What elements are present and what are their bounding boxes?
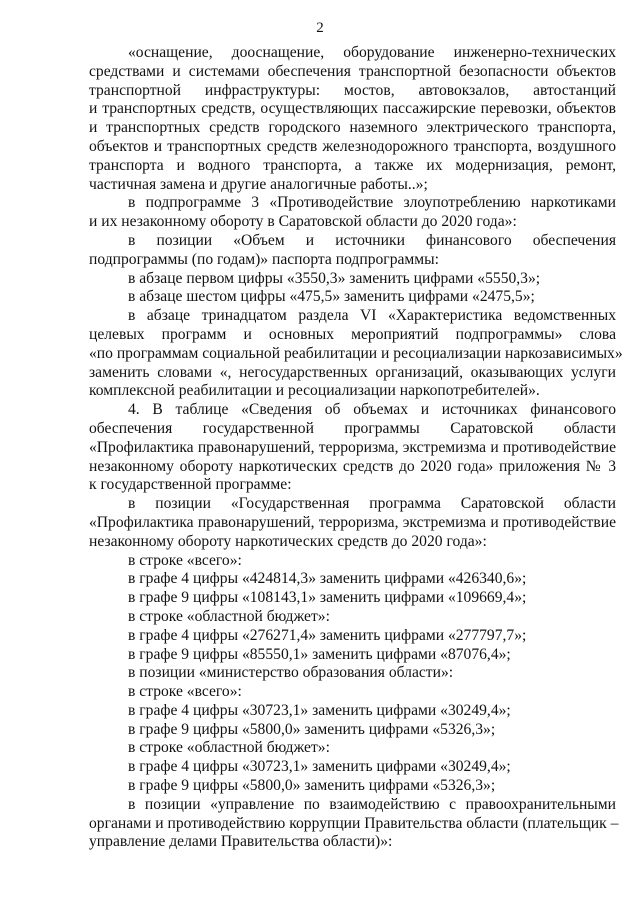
text-line: в абзаце первом цифры «3550,3» заменить цифрами «5550,3»;: [128, 269, 541, 287]
text-line: в графе 4 цифры «30723,1» заменить цифрами «30249,4»;: [128, 701, 511, 719]
text-line: целевых программ и основных мероприятий подпрограммы» слова: [89, 325, 616, 343]
text-line: объектов и транспортных средств железнодорожного транспорта, воздушного: [89, 137, 616, 155]
text-line: в позиции «управление по взаимодействию с правоохранительными: [128, 795, 616, 813]
text-line: транспортной инфраструктуры: мостов, автовокзалов, автостанций: [89, 81, 616, 99]
text-line: комплексной реабилитации и ресоциализации наркопотребителей».: [89, 382, 540, 400]
document-body: [89, 44, 623, 852]
text-line: обеспечения государственной программы Саратовской области: [89, 419, 616, 437]
text-line: в графе 4 цифры «424814,3» заменить цифрами «426340,6»;: [128, 570, 527, 588]
text-line: в графе 4 цифры «276271,4» заменить цифрами «277797,7»;: [128, 626, 527, 644]
text-line: в позиции «министерство образования области»:: [128, 664, 454, 682]
text-line: в подпрограмме 3 «Противодействие злоупотреблению наркотиками: [128, 194, 616, 212]
text-line: частичная замена и другие аналогичные работы..»;: [89, 175, 428, 193]
text-line: незаконному обороту наркотических средств до 2020 года»:: [89, 532, 487, 550]
text-line: в строке «всего»:: [128, 683, 242, 701]
text-line: в абзаце тринадцатом раздела VI «Характеристика ведомственных: [128, 307, 616, 325]
text-line: в графе 9 цифры «5800,0» заменить цифрами «5326,3»;: [128, 720, 496, 738]
text-line: в графе 9 цифры «5800,0» заменить цифрами «5326,3»;: [128, 777, 496, 795]
text-line: в графе 9 цифры «108143,1» заменить цифрами «109669,4»;: [128, 589, 527, 607]
text-line: в графе 9 цифры «85550,1» заменить цифрами «87076,4»;: [128, 645, 511, 663]
text-line: и транспортных средств городского наземного электрического транспорта,: [89, 119, 616, 137]
text-line: в строке «областной бюджет»:: [128, 607, 330, 625]
text-line: 4. В таблице «Сведения об объемах и источниках финансового: [128, 401, 616, 419]
text-line: управление делами Правительства области)»:: [89, 833, 393, 851]
text-line: незаконному обороту наркотических средств до 2020 года» приложения № 3: [89, 457, 616, 475]
text-line: «Профилактика правонарушений, терроризма, экстремизма и противодействие: [89, 438, 616, 456]
text-line: и их незаконному обороту в Саратовской области до 2020 года»:: [89, 213, 517, 231]
text-line: «по программам социальной реабилитации и ресоциализации наркозависимых»: [89, 344, 623, 362]
text-line: транспорта и водного транспорта, а также их модернизация, ремонт,: [89, 156, 616, 174]
text-line: и транспортных средств, осуществляющих пассажирские перевозки, объектов: [89, 100, 616, 118]
text-line: в строке «областной бюджет»:: [128, 739, 330, 757]
text-line: заменить словами «, негосударственных организаций, оказывающих услуги: [89, 363, 616, 381]
text-line: органами и противодействию коррупции Правительства области (плательщик –: [89, 814, 619, 832]
text-line: в абзаце шестом цифры «475,5» заменить цифрами «2475,5»;: [128, 288, 535, 306]
text-line: средствами и системами обеспечения транспортной безопасности объектов: [89, 62, 616, 80]
text-line: «Профилактика правонарушений, терроризма, экстремизма и противодействие: [89, 513, 616, 531]
text-line: в позиции «Государственная программа Саратовской области: [128, 495, 616, 513]
text-line: подпрограммы (по годам)» паспорта подпрограммы:: [89, 250, 439, 268]
page-number: 2: [316, 20, 324, 36]
text-line: в позиции «Объем и источники финансового обеспечения: [128, 231, 616, 249]
text-line: «оснащение, дооснащение, оборудование инженерно-технических: [128, 44, 616, 61]
text-line: к государственной программе:: [89, 476, 292, 494]
text-line: в графе 4 цифры «30723,1» заменить цифрами «30249,4»;: [128, 758, 511, 776]
text-line: в строке «всего»:: [128, 551, 242, 569]
